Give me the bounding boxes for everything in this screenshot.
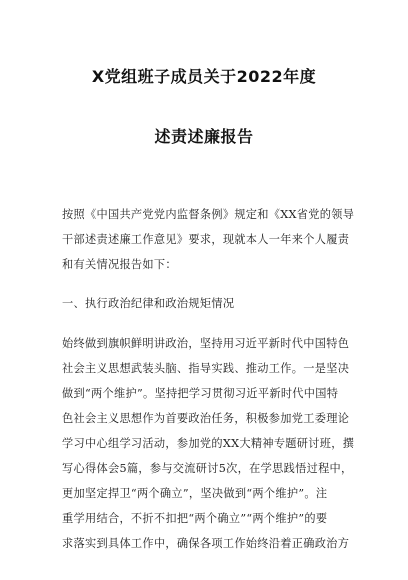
body-line: 学习中心组学习活动，参加党的XX大精神专题研讨班，撰 xyxy=(62,437,355,450)
body-line: 社会主义思想武装头脑、指导实践、推动工作。一是坚决 xyxy=(62,362,350,375)
intro-line: 和有关情况报告如下： xyxy=(62,258,177,271)
body-line: 始终做到旗帜鲜明讲政治，坚持用习近平新时代中国特色 xyxy=(62,337,350,350)
body-line: 做到“两个维护”。坚持把学习贯彻习近平新时代中国特 xyxy=(62,387,339,400)
body-line: 写心得体会5篇，参与交流研讨5次，在学思践悟过程中， xyxy=(62,462,353,475)
document-title-line-1: X党组班子成员关于2022年度 xyxy=(91,67,317,86)
document-title-line-2: 述责述廉报告 xyxy=(154,127,254,146)
body-line: 更加坚定捍卫“两个确立”，坚决做到“两个维护”。注 xyxy=(62,487,328,500)
section-heading: 一、执行政治纪律和政治规矩情况 xyxy=(62,297,235,310)
body-line: 求落实到具体工作中，确保各项工作始终沿着正确政治方 xyxy=(62,537,350,550)
body-line: 色社会主义思想作为首要政治任务，积极参加党工委理论 xyxy=(62,412,350,425)
intro-line: 按照《中国共产党党内监督条例》规定和《XX省党的领导 xyxy=(62,208,355,221)
intro-line: 干部述责述廉工作意见》要求，现就本人一年来个人履责 xyxy=(62,233,350,246)
body-line: 重学用结合，不折不扣把“两个确立”“两个维护”的要 xyxy=(62,512,328,525)
